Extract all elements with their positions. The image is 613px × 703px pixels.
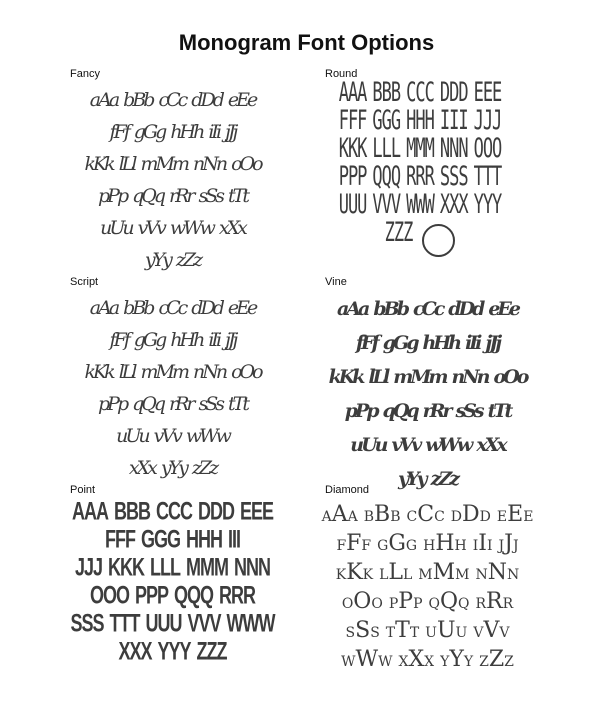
monogram-sample: vVv [137,217,164,239]
monogram-sample: VVV [187,609,221,638]
section-label-round: Round [325,68,358,80]
monogram-sample: FFF [338,105,367,137]
monogram-grid-vine [325,292,530,496]
monogram-sample: ZZZ [196,637,227,666]
monogram-row [325,587,530,616]
monogram-sample: pPp [98,393,127,415]
monogram-row [325,360,530,394]
monogram-sample: aAa [89,297,118,319]
monogram-sample: GGG [372,105,401,137]
monogram-sample: oOo [493,366,527,388]
monogram-sample: bBb [123,297,153,319]
monogram-sample: iIi [208,121,220,143]
monogram-sample: cCc [158,89,186,111]
monogram-grid-point [70,497,275,668]
monogram-sample: lLl [368,366,388,388]
section-label-diamond: Diamond [325,484,370,496]
monogram-sample: BBB [363,502,401,527]
monogram-sample: yYy [160,457,186,479]
monogram-sample: KKK [108,553,145,582]
monogram-sample: fFf [109,329,128,351]
monogram-row [325,529,530,558]
monogram-sample: SSS [70,609,104,638]
monogram-sample: vVv [153,425,180,447]
monogram-sample: WWW [406,189,434,221]
monogram-sample: iIi [208,329,220,351]
monogram-sample: PPP [338,161,367,193]
monogram-sample: YYY [157,637,191,666]
monogram-sample: EEE [496,502,534,527]
section-label-point: Point [70,484,96,496]
monogram-sample: fFf [355,332,377,354]
page-title: Monogram Font Options [178,30,435,55]
monogram-sample: SSS [439,161,468,193]
monogram-sample: DDD [450,502,491,527]
monogram-row [325,428,530,462]
monogram-sample: SSS [345,618,380,643]
monogram-sample: RRR [219,581,256,610]
monogram-sample: JJJ [74,553,103,582]
monogram-sample: tTt [487,400,511,422]
monogram-sample: LLL [372,133,401,165]
monogram-sample: TTT [385,618,420,643]
monogram-sample: zZz [430,468,458,490]
monogram-sample: wWw [185,425,229,447]
monogram-sample: qQq [132,185,164,207]
monogram-sample: HHH [186,525,222,554]
monogram-sample: III [439,105,468,137]
monogram-sample: RRR [406,161,434,193]
monogram-sample: RRR [475,589,514,614]
monogram-sample: JJJ [498,531,519,556]
monogram-row [70,212,275,244]
monogram-sample: sSs [455,400,482,422]
monogram-row [325,616,530,645]
monogram-sample: lLl [118,361,135,383]
monogram-sample: NNN [234,553,271,582]
monogram-sample: qQq [382,400,417,422]
monogram-sample: AAA [321,502,358,527]
monogram-sample: WWW [341,647,393,672]
monogram-sample: OOO [89,581,129,610]
monogram-sample: OOO [341,589,383,614]
monogram-sample: TTT [473,161,502,193]
monogram-sample: qQq [132,393,164,415]
monogram-row [325,292,530,326]
monogram-row [325,645,530,674]
section-diamond [321,484,534,674]
monogram-row [325,189,515,224]
monogram-row [70,388,275,420]
monogram-sample: xXx [218,217,245,239]
monogram-sample: tTt [228,185,247,207]
monogram-sample: kKk [84,153,113,175]
section-label-fancy: Fancy [70,68,100,80]
monogram-sample: ZZZ [384,217,413,249]
monogram-sample: mMm [393,366,446,388]
monogram-sample: XXX [439,189,468,221]
monogram-sample: QQQ [428,589,470,614]
monogram-sample: pPp [98,185,127,207]
monogram-sample: fFf [109,121,128,143]
section-label-script: Script [70,276,99,288]
monogram-sample: vVv [391,434,420,456]
monogram-sample: iIi [465,332,480,354]
monogram-sample: eEe [227,297,256,319]
monogram-row [325,558,530,587]
monogram-sample: XXX [398,647,435,672]
monogram-sample: PPP [134,581,169,610]
monogram-sample: gGg [382,332,417,354]
section-point [70,484,275,668]
monogram-sample: dDd [191,297,222,319]
monogram-row [70,452,275,484]
monogram-sample: WWW [226,609,275,638]
monogram-sample: bBb [373,298,408,320]
monogram-sample: eEe [227,89,256,111]
monogram-row [70,148,275,180]
monogram-sample: CCC [406,502,445,527]
monogram-sample: gGg [133,329,165,351]
monogram-sample: cCc [413,298,443,320]
monogram-sample: MMM [406,133,434,165]
monogram-sample: uUu [116,425,148,447]
monogram-grid-script [70,292,275,484]
monogram-row [70,244,275,276]
monogram-sample: MMM [186,553,229,582]
monogram-sample: cCc [158,297,186,319]
monogram-sample: AAA [338,77,367,109]
monogram-sample: xXx [476,434,505,456]
monogram-sample: YYY [440,647,474,672]
monogram-sample: gGg [133,121,165,143]
section-label-vine: Vine [325,276,347,288]
monogram-sample: CCC [406,77,434,109]
monogram-sample: FFF [336,531,372,556]
monogram-sample: NNN [439,133,468,165]
monogram-sample: LLL [379,560,413,585]
monogram-sample: ZZZ [479,647,514,672]
monogram-sample: GGG [377,531,418,556]
monogram-sample: III [472,531,493,556]
monogram-sample: VVV [473,618,510,643]
monogram-sample: hHh [170,329,203,351]
monogram-grid-round [325,77,515,257]
monogram-sample: GGG [140,525,180,554]
monogram-sample: KKK [338,133,367,165]
monogram-row [70,292,275,324]
monogram-sample: oOo [231,361,261,383]
monogram-sample: jJj [225,329,236,351]
monogram-sample: QQQ [372,161,401,193]
monogram-sample: uUu [350,434,386,456]
monogram-sample: bBb [123,89,153,111]
monogram-sample: sSs [198,185,223,207]
monogram-sample: JJJ [473,105,502,137]
monogram-sample: aAa [337,298,368,320]
monogram-sample: AAA [71,497,108,526]
monogram-sample: VVV [372,189,401,221]
monogram-sample: tTt [228,393,247,415]
monogram-grid-fancy [70,84,275,276]
monogram-sample: mMm [140,153,187,175]
monogram-sample: BBB [372,77,401,109]
monogram-sample: yYy [144,249,170,271]
monogram-sample: wWw [169,217,213,239]
monogram-grid-diamond [321,500,534,674]
section-vine [325,276,530,496]
monogram-sample: uUu [100,217,132,239]
monogram-sample: dDd [191,89,222,111]
monogram-sample: MMM [418,560,470,585]
monogram-sample: dDd [448,298,483,320]
monogram-sample: wWw [425,434,471,456]
monogram-row [70,116,275,148]
monogram-sample: NNN [475,560,520,585]
monogram-sample: eEe [488,298,518,320]
monogram-sample: aAa [89,89,118,111]
monogram-sample: rRr [169,393,193,415]
monogram-sample: yYy [397,468,425,490]
monogram-sample: UUU [145,609,182,638]
section-script [70,276,275,484]
monogram-row [321,500,534,529]
monogram-sample: hHh [422,332,460,354]
monogram-sample: nNn [451,366,488,388]
monogram-sample: EEE [473,77,502,109]
section-fancy [70,68,275,276]
monogram-row [70,356,275,388]
monogram-sample: nNn [192,361,226,383]
monogram-row [70,420,275,452]
monogram-sample: nNn [192,153,226,175]
monogram-sample: lLl [118,153,135,175]
monogram-sample: rRr [422,400,450,422]
monogram-row [325,394,530,428]
monogram-sample: hHh [170,121,203,143]
monogram-row [70,180,275,212]
monogram-sample: HHH [423,531,467,556]
monogram-sample: zZz [175,249,201,271]
monogram-sample: jJj [485,332,500,354]
monogram-sample: rRr [169,185,193,207]
monogram-sample: mMm [140,361,187,383]
monogram-sample: HHH [406,105,434,137]
monogram-sample: kKk [84,361,113,383]
monogram-sample: III [228,525,241,554]
monogram-sample: DDD [197,497,234,526]
section-round [325,68,515,257]
monogram-row [70,84,275,116]
monogram-sample: CCC [155,497,192,526]
monogram-sample: zZz [191,457,217,479]
monogram-sample: YYY [473,189,502,221]
monogram-sample: jJj [225,121,236,143]
monogram-sample: UUU [425,618,468,643]
monogram-sample: PPP [388,589,423,614]
monogram-sample: oOo [231,153,261,175]
monogram-sample: LLL [150,553,181,582]
monogram-sample: xXx [128,457,155,479]
monogram-row [325,326,530,360]
monogram-sample: pPp [344,400,377,422]
monogram-sample: FFF [104,525,135,554]
monogram-sample: OOO [473,133,502,165]
monogram-sample: KKK [335,560,374,585]
monogram-sample: BBB [113,497,150,526]
monogram-sample: TTT [109,609,140,638]
monogram-sample: QQQ [174,581,214,610]
monogram-sample: UUU [338,189,367,221]
monogram-sample: DDD [439,77,468,109]
monogram-sample: kKk [328,366,363,388]
monogram-row [70,324,275,356]
monogram-sample: sSs [198,393,223,415]
monogram-sample: XXX [118,637,152,666]
monogram-sample: EEE [239,497,274,526]
